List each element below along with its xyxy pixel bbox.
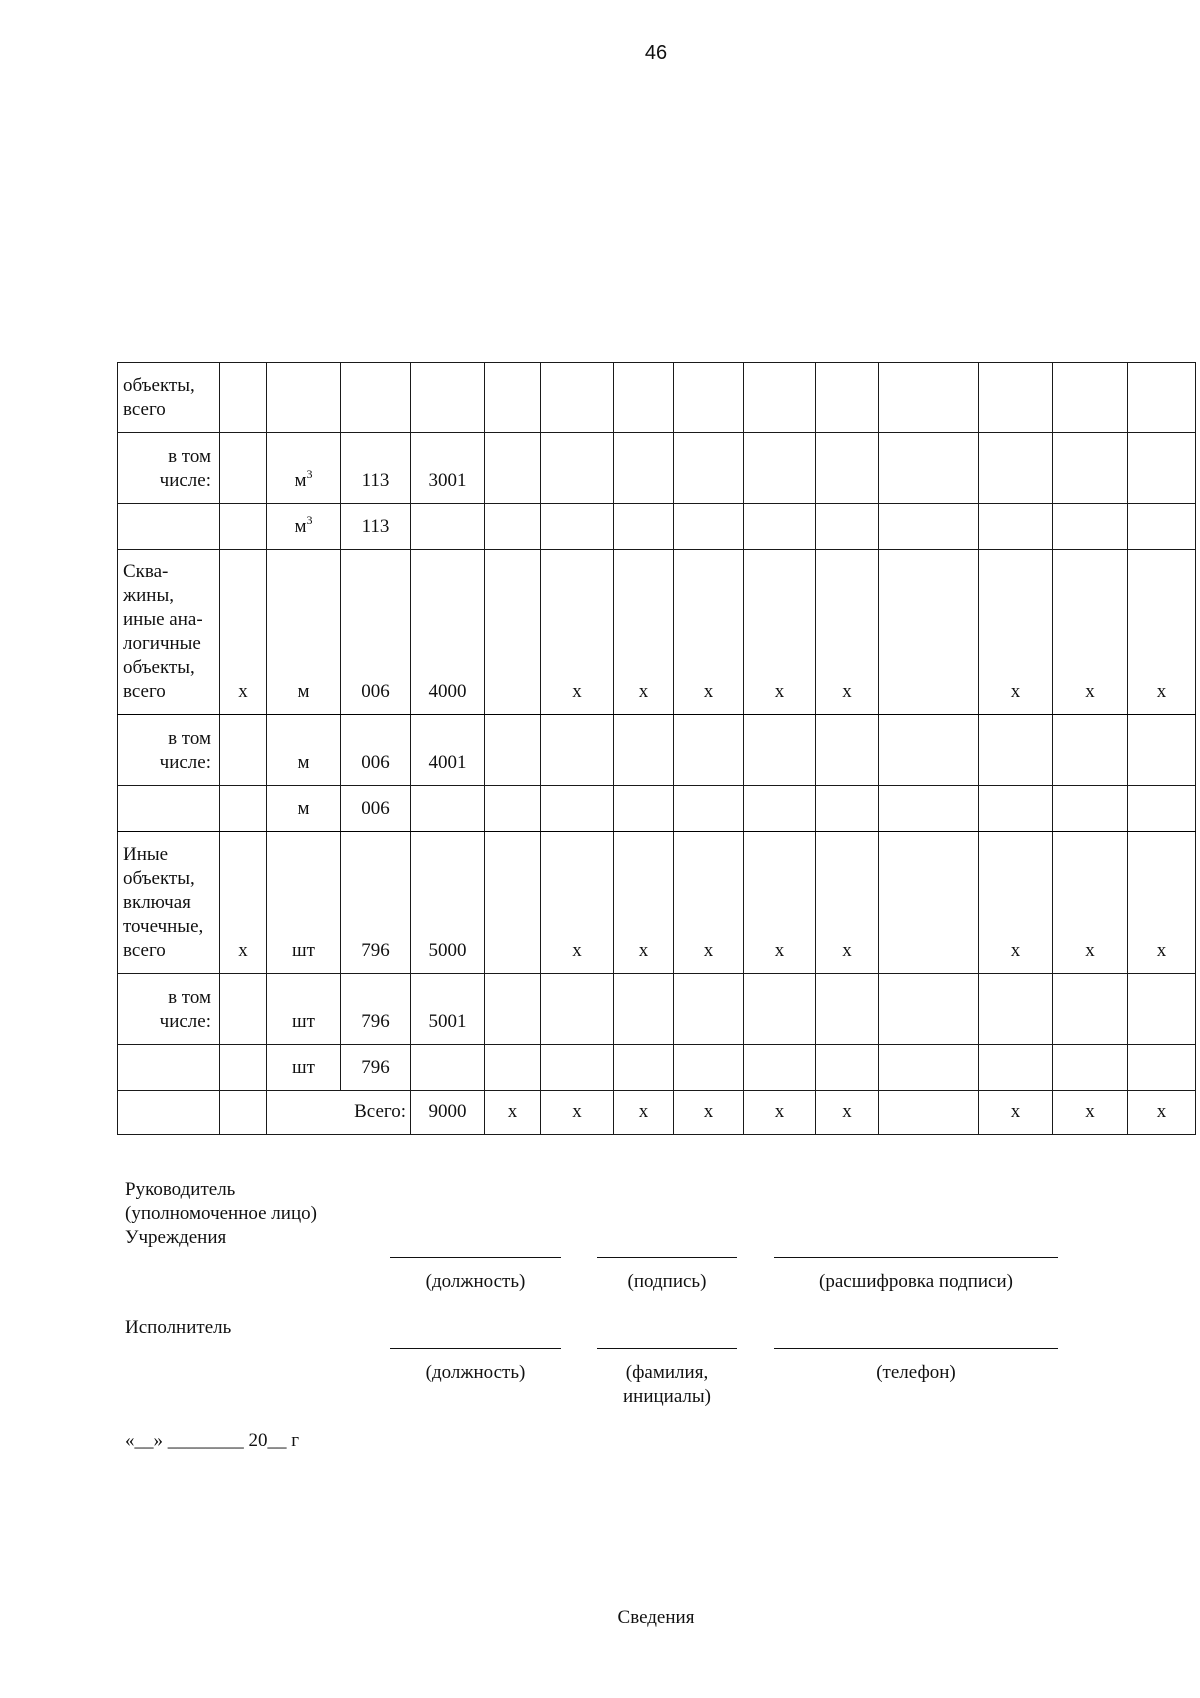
row-label: Сква-жины, иные ана-логичные объекты, всего (118, 550, 220, 715)
data-cell[interactable] (879, 363, 979, 433)
data-cell[interactable] (614, 1045, 674, 1091)
unit-text: м (297, 798, 310, 819)
data-cell[interactable] (485, 363, 541, 433)
data-cell[interactable] (979, 1045, 1053, 1091)
row-mark (220, 504, 267, 550)
data-cell[interactable] (1053, 504, 1128, 550)
row-okei-code (341, 363, 411, 433)
data-cell[interactable] (816, 1045, 879, 1091)
total-cell[interactable]: х (816, 1091, 879, 1135)
data-cell[interactable] (614, 504, 674, 550)
data-cell[interactable]: х (979, 550, 1053, 715)
table-row (118, 433, 1196, 504)
data-cell[interactable] (674, 786, 744, 832)
page-number: 46 (644, 42, 668, 64)
data-cell[interactable] (674, 715, 744, 786)
data-cell[interactable] (979, 363, 1053, 433)
data-cell[interactable] (485, 786, 541, 832)
data-cell[interactable]: х (614, 832, 674, 974)
row-mark (220, 363, 267, 433)
row-label (118, 1045, 220, 1091)
data-cell[interactable] (1128, 715, 1196, 786)
executor-name-caption (597, 1361, 737, 1409)
table-row (118, 504, 1196, 550)
data-cell[interactable] (1128, 504, 1196, 550)
executor-phone-line[interactable] (774, 1348, 1058, 1349)
data-cell[interactable] (541, 504, 614, 550)
total-line-code: 9000 (411, 1091, 485, 1135)
row-okei-code: 796 (341, 974, 411, 1045)
data-cell[interactable] (1128, 1045, 1196, 1091)
data-cell[interactable] (614, 974, 674, 1045)
total-cell[interactable]: х (541, 1091, 614, 1135)
data-cell[interactable] (541, 363, 614, 433)
row-unit (267, 504, 341, 550)
row-label (118, 504, 220, 550)
total-empty (220, 1091, 267, 1135)
row-label (118, 786, 220, 832)
row-unit (267, 715, 341, 786)
table-row (118, 832, 1196, 974)
row-unit (267, 550, 341, 715)
head-signature-line[interactable] (597, 1257, 737, 1258)
data-cell[interactable]: х (674, 832, 744, 974)
data-cell[interactable] (485, 504, 541, 550)
row-okei-code: 006 (341, 786, 411, 832)
data-cell[interactable] (1053, 433, 1128, 504)
data-cell[interactable] (1053, 786, 1128, 832)
row-unit (267, 974, 341, 1045)
data-cell[interactable] (816, 974, 879, 1045)
data-cell[interactable] (744, 504, 816, 550)
date-field[interactable]: «__» ________ 20__ г (125, 1430, 300, 1451)
data-cell[interactable] (979, 715, 1053, 786)
executor-name-caption-line1: (фамилия, (625, 1362, 709, 1383)
head-position-caption: (должность) (425, 1271, 526, 1292)
data-cell[interactable] (485, 715, 541, 786)
total-label: Всего: (267, 1091, 411, 1135)
data-cell[interactable] (879, 504, 979, 550)
data-cell[interactable] (744, 433, 816, 504)
head-signature-caption: (подпись) (627, 1271, 707, 1292)
data-cell[interactable]: х (1128, 550, 1196, 715)
data-cell[interactable] (485, 1045, 541, 1091)
row-okei-code: 113 (341, 504, 411, 550)
unit-superscript: 3 (306, 513, 313, 527)
data-cell[interactable] (816, 786, 879, 832)
data-cell[interactable]: х (541, 550, 614, 715)
data-cell[interactable] (541, 974, 614, 1045)
head-name-caption: (расшифровка подписи) (819, 1271, 1013, 1292)
data-cell[interactable]: х (979, 832, 1053, 974)
row-line-code: 5000 (411, 832, 485, 974)
row-mark (220, 1045, 267, 1091)
data-cell[interactable] (541, 1045, 614, 1091)
total-cell[interactable]: х (744, 1091, 816, 1135)
total-cell[interactable]: х (979, 1091, 1053, 1135)
head-name-line[interactable] (774, 1257, 1058, 1258)
data-cell[interactable] (879, 786, 979, 832)
data-cell[interactable]: х (1053, 832, 1128, 974)
data-cell[interactable] (485, 550, 541, 715)
data-cell[interactable]: х (744, 832, 816, 974)
row-line-code (411, 504, 485, 550)
data-cell[interactable] (744, 786, 816, 832)
total-cell[interactable]: х (674, 1091, 744, 1135)
head-title-line1: Руководитель (125, 1179, 236, 1200)
row-mark (220, 715, 267, 786)
data-cell[interactable] (816, 363, 879, 433)
unit-text: шт (292, 1011, 315, 1032)
data-cell[interactable] (1128, 974, 1196, 1045)
row-mark: х (220, 550, 267, 715)
data-cell[interactable]: х (744, 550, 816, 715)
row-line-code: 4000 (411, 550, 485, 715)
total-cell[interactable]: х (485, 1091, 541, 1135)
unit-text: м (297, 681, 310, 702)
table-row (118, 974, 1196, 1045)
head-position-line[interactable] (390, 1257, 561, 1258)
data-cell[interactable] (816, 504, 879, 550)
data-cell[interactable] (879, 550, 979, 715)
unit-text: м (294, 470, 307, 491)
data-cell[interactable] (614, 433, 674, 504)
data-cell[interactable] (614, 715, 674, 786)
row-line-code: 5001 (411, 974, 485, 1045)
row-mark (220, 433, 267, 504)
data-cell[interactable]: х (614, 550, 674, 715)
data-cell[interactable] (541, 433, 614, 504)
data-cell[interactable] (979, 786, 1053, 832)
data-cell[interactable] (1053, 715, 1128, 786)
executor-position-caption: (должность) (425, 1362, 526, 1383)
data-cell[interactable]: х (674, 550, 744, 715)
data-cell[interactable] (879, 974, 979, 1045)
row-mark (220, 974, 267, 1045)
executor-position-line[interactable] (390, 1348, 561, 1349)
unit-text: шт (292, 940, 315, 961)
row-okei-code: 113 (341, 433, 411, 504)
row-unit (267, 832, 341, 974)
total-cell[interactable]: х (614, 1091, 674, 1135)
total-cell[interactable]: х (1053, 1091, 1128, 1135)
executor-name-line[interactable] (597, 1348, 737, 1349)
row-label: в том числе: (118, 974, 220, 1045)
row-mark (220, 786, 267, 832)
table-row (118, 1045, 1196, 1091)
data-cell[interactable] (744, 363, 816, 433)
row-line-code (411, 363, 485, 433)
head-title-line3: Учреждения (125, 1227, 227, 1248)
data-cell[interactable] (744, 715, 816, 786)
row-label: Иные объекты, включая точечные, всего (118, 832, 220, 974)
head-title-line2: (уполномоченное лицо) (125, 1203, 317, 1224)
row-unit (267, 786, 341, 832)
data-cell[interactable] (541, 786, 614, 832)
data-cell[interactable] (1128, 433, 1196, 504)
data-cell[interactable]: х (816, 832, 879, 974)
executor-phone-caption: (телефон) (876, 1362, 956, 1383)
table-row (118, 363, 1196, 433)
row-unit (267, 363, 341, 433)
data-cell[interactable] (879, 715, 979, 786)
data-cell[interactable] (485, 974, 541, 1045)
data-cell[interactable] (1128, 363, 1196, 433)
data-cell[interactable] (674, 363, 744, 433)
unit-text: шт (292, 1057, 315, 1078)
data-cell[interactable] (1053, 974, 1128, 1045)
row-line-code (411, 786, 485, 832)
row-okei-code: 006 (341, 715, 411, 786)
table-row (118, 550, 1196, 715)
executor-title: Исполнитель (125, 1317, 232, 1338)
data-cell[interactable] (879, 433, 979, 504)
data-cell[interactable] (879, 832, 979, 974)
row-label: объекты, всего (118, 363, 220, 433)
unit-text: м (297, 752, 310, 773)
total-row (118, 1091, 1196, 1135)
data-cell[interactable] (541, 715, 614, 786)
row-line-code (411, 1045, 485, 1091)
data-cell[interactable] (879, 1045, 979, 1091)
data-cell[interactable]: х (1053, 550, 1128, 715)
total-cell[interactable]: х (1128, 1091, 1196, 1135)
data-cell[interactable] (614, 786, 674, 832)
total-empty (118, 1091, 220, 1135)
row-unit (267, 433, 341, 504)
data-cell[interactable] (979, 974, 1053, 1045)
row-okei-code: 796 (341, 832, 411, 974)
report-table (117, 362, 1196, 1135)
data-cell[interactable] (485, 832, 541, 974)
data-cell[interactable] (674, 433, 744, 504)
data-cell[interactable] (485, 433, 541, 504)
table-row (118, 715, 1196, 786)
unit-text: м (294, 516, 307, 537)
data-cell[interactable] (674, 504, 744, 550)
data-cell[interactable] (614, 363, 674, 433)
total-cell[interactable] (879, 1091, 979, 1135)
row-line-code: 4001 (411, 715, 485, 786)
data-cell[interactable] (816, 433, 879, 504)
row-label: в том числе: (118, 715, 220, 786)
data-cell[interactable] (1053, 363, 1128, 433)
data-cell[interactable] (744, 974, 816, 1045)
data-cell[interactable] (1128, 786, 1196, 832)
row-okei-code: 006 (341, 550, 411, 715)
row-label: в том числе: (118, 433, 220, 504)
data-cell[interactable]: х (541, 832, 614, 974)
row-unit (267, 1045, 341, 1091)
unit-superscript: 3 (306, 467, 313, 481)
next-section-title: Сведения (617, 1607, 695, 1628)
table-row (118, 786, 1196, 832)
executor-name-caption-line2: инициалы) (622, 1386, 711, 1407)
data-cell[interactable] (979, 504, 1053, 550)
data-cell[interactable] (744, 1045, 816, 1091)
data-cell[interactable]: х (816, 550, 879, 715)
data-cell[interactable] (979, 433, 1053, 504)
row-line-code: 3001 (411, 433, 485, 504)
data-cell[interactable] (816, 715, 879, 786)
data-cell[interactable] (1053, 1045, 1128, 1091)
row-mark: х (220, 832, 267, 974)
data-cell[interactable]: х (1128, 832, 1196, 974)
data-cell[interactable] (674, 974, 744, 1045)
row-okei-code: 796 (341, 1045, 411, 1091)
data-cell[interactable] (674, 1045, 744, 1091)
